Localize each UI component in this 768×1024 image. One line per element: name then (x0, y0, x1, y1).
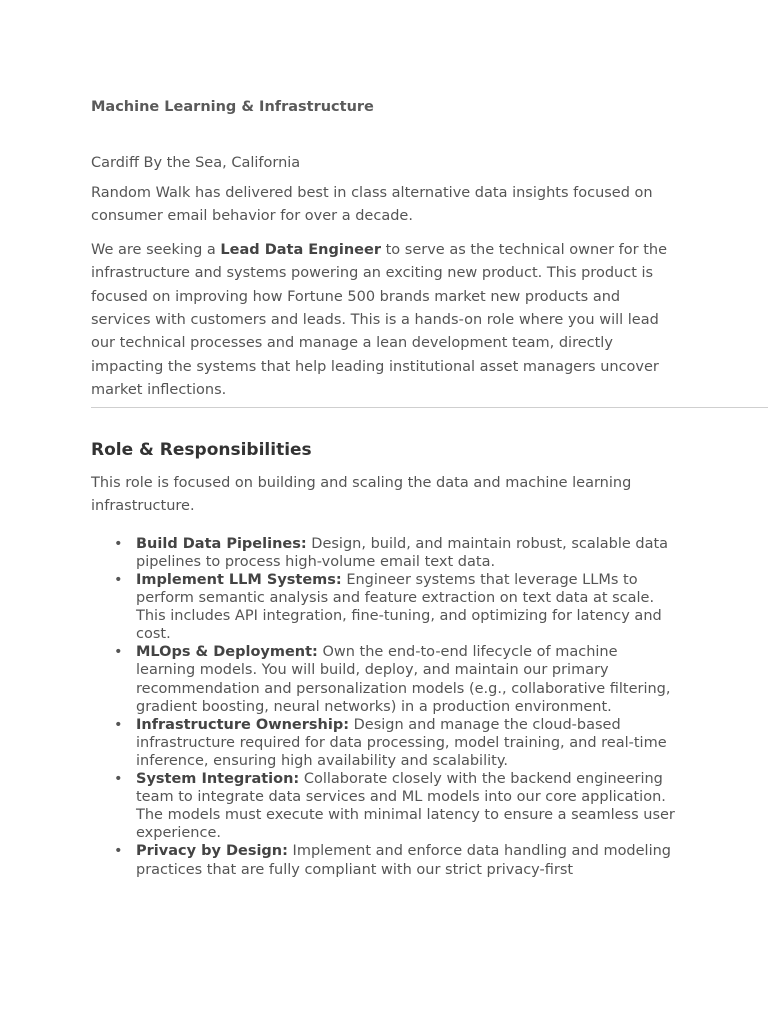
bullet-icon: • (114, 572, 123, 588)
role-summary-body: to serve as the technical owner for the infrastructure and systems powering an exciting new product. This product is focused on improving how Fortune 500 brands market new products and services with customers and leads. This is a hands-on role where you will lead our technical processes and manage a lean development team, directly impacting the systems that help leading institutional asset managers uncover market inflections. (91, 241, 668, 399)
bullet-icon: • (114, 644, 123, 661)
item-text: Design and manage the cloud-based infrastructure required for data processing, model training, and real-time inference, ensuring high availability and scalability. (136, 716, 667, 769)
item-label: Build Data Pipelines: (136, 535, 307, 552)
list-item (114, 571, 681, 643)
responsibilities-section (91, 440, 681, 879)
bullet-icon: • (114, 843, 123, 860)
role-summary-prefix: We are seeking a (91, 241, 221, 258)
job-location: Cardiff By the Sea, California (91, 155, 301, 171)
item-label: Privacy by Design: (136, 843, 288, 860)
responsibilities-list (91, 535, 681, 879)
list-item (114, 643, 681, 715)
item-label: Infrastructure Ownership: (136, 716, 350, 733)
item-text: Design, build, and maintain robust, scalable data pipelines to process high-volume email text data. (136, 535, 669, 570)
item-text: Implement and enforce data handling and modeling practices that are fully compliant with our strict privacy-first (136, 843, 672, 878)
section-divider (91, 407, 768, 408)
company-intro: Random Walk has delivered best in class alternative data insights focused on consumer email behavior for over a decade. (91, 185, 653, 225)
bullet-icon: • (114, 771, 123, 788)
list-item (114, 842, 681, 878)
job-title: Machine Learning & Infrastructure (91, 99, 374, 115)
item-text: Engineer systems that leverage LLMs to perform semantic analysis and feature extraction on text data at scale. This includes API integration, fine-tuning, and optimizing for latency and cost. (136, 572, 662, 643)
item-label: MLOps & Deployment: (136, 644, 318, 661)
list-item (114, 770, 681, 842)
role-summary-title: Lead Data Engineer (220, 241, 381, 258)
bullet-icon: • (114, 716, 123, 733)
item-text: Collaborate closely with the backend engineering team to integrate data services and ML models into our core application. The models must execute with minimal latency to ensure a seamless user experience. (136, 771, 675, 842)
item-label: Implement LLM Systems: (136, 572, 342, 588)
role-summary (91, 239, 681, 403)
list-item (114, 716, 681, 770)
section-intro: This role is focused on building and scaling the data and machine learning infrastructure. (91, 475, 632, 515)
section-heading: Role & Responsibilities (91, 440, 312, 460)
item-label: System Integration: (136, 771, 300, 788)
bullet-icon: • (114, 535, 123, 552)
job-header (91, 98, 681, 403)
item-text: Own the end-to-end lifecycle of machine learning models. You will build, deploy, and maintain our primary recommendation and personalization models (e.g., collaborative filtering, gradient boosting, neural networks) in a production environment. (136, 644, 671, 715)
list-item (114, 535, 681, 571)
